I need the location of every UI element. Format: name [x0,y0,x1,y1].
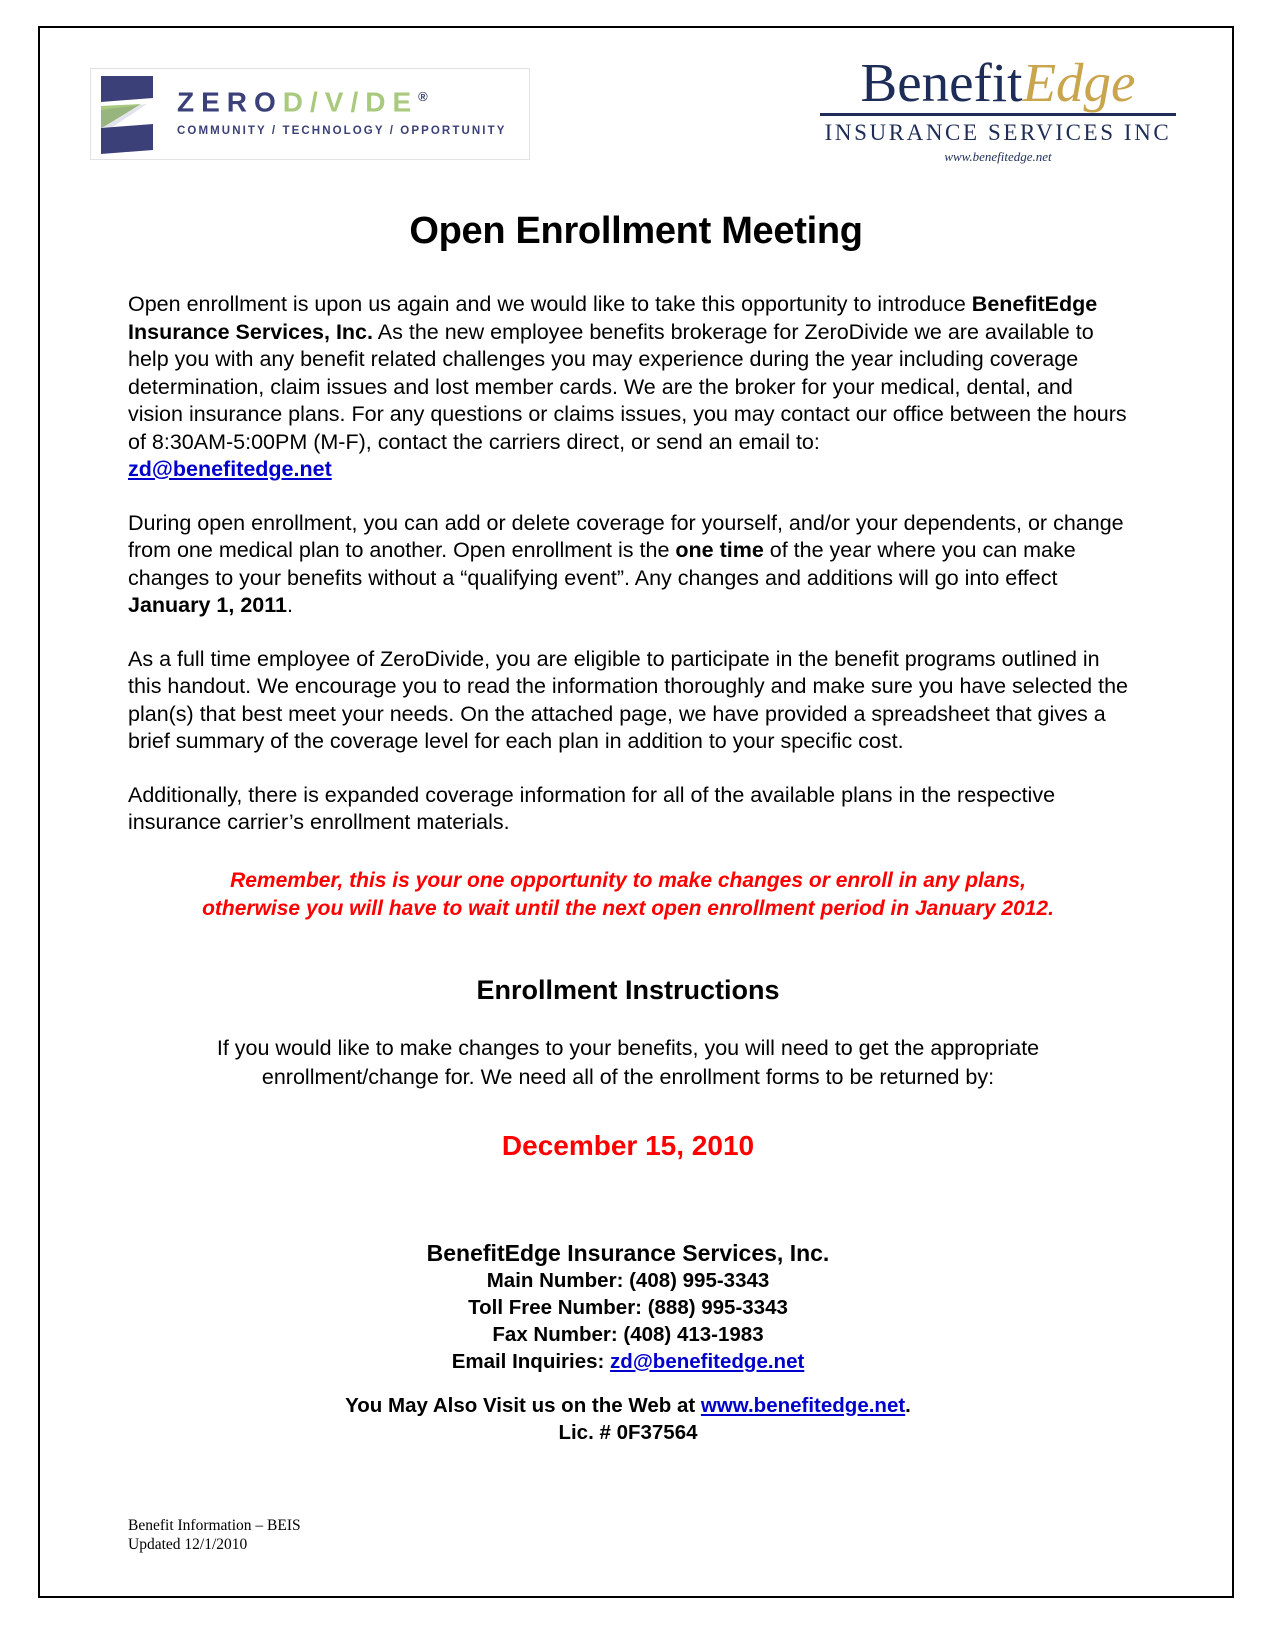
deadline-date: December 15, 2010 [501,1129,755,1161]
paragraph-open-enrollment-text-c: of the year where you can make changes to your benefits without a “qualifying event”. Any changes and additions will go into effect [128,538,1076,590]
benefitedge-wordmark [812,54,1184,112]
document-page [38,26,1234,1598]
document-header [40,28,1232,178]
paragraph-one-time-bold: one time [675,538,764,562]
warning-notice [128,867,1128,923]
benefitedge-word-edge: Edge [1022,52,1136,113]
footer-line-2: Updated 12/1/2010 [128,1536,248,1553]
contact-company-name: BenefitEdge Insurance Services, Inc. [426,1239,830,1266]
contact-spacer [128,1375,1128,1392]
contact-web-suffix: . [905,1393,911,1417]
logo-divider [820,113,1176,116]
contact-email-label: Email Inquiries: [451,1349,611,1373]
contact-license: Lic. # 0F37564 [558,1420,698,1444]
benefitedge-logo-url: www.benefitedge.net [944,149,1052,164]
zerodivide-word-zero: ZERO [177,86,283,118]
contact-web-row [128,1392,1128,1419]
instructions-line-1: If you would like to make changes to your benefits, you will need to get the appropriate [216,1035,1040,1060]
paragraph-effective-date-bold: January 1, 2011 [128,593,287,617]
paragraph-open-enrollment-text-a: During open enrollment, you can add or delete coverage for yourself, and/or your dependents, or change from one medical plan to another. Open enrollment is the [128,510,1124,562]
instructions-line-2: enrollment/change for. We need all of the enrollment forms to be returned by: [261,1064,995,1089]
paragraph-intro-text-a: Open enrollment is upon us again and we would like to take this opportunity to introduce [128,292,972,316]
page-title: Open Enrollment Meeting [409,210,863,252]
paragraph-intro-text-c: As the new employee benefits brokerage for ZeroDivide we are available to help you with any benefit related challenges you may experience during the year including coverage determination, claim issues and lost member cards. We are the broker for your medical, dental, and vision insurance plans. For any questions or claims issues, you may contact our office between the hours of 8:30AM-5:00PM (M-F), contact the carriers direct, or send an email to: [128,319,1127,454]
paragraph-intro-company-bold: BenefitEdge Insurance Services, Inc. [128,292,1098,344]
email-link-inline[interactable]: zd@benefitedge.net [128,457,332,481]
paragraph-eligibility: As a full time employee of ZeroDivide, you are eligible to participate in the benefit programs outlined in this handout. We encourage you to read the information thoroughly and make sure you have selected the plan(s) that best meet your needs. On the attached page, we have provided a spreadsheet that gives a brief summary of the coverage level for each plan in addition to your specific cost. [128,646,1128,753]
zerodivide-mark-icon [97,72,155,157]
paragraph-open-enrollment [128,510,1128,620]
instructions-text [128,1034,1128,1092]
paragraph-additional-coverage: Additionally, there is expanded coverage information for all of the available plans in the respective insurance carrier’s enrollment materials. [128,782,1056,834]
zerodivide-wordmark [177,81,506,118]
contact-block [128,1240,1128,1446]
benefitedge-logo [812,54,1184,165]
contact-main-number: Main Number: (408) 995-3343 [486,1268,770,1292]
warning-line-1: Remember, this is your one opportunity to make changes or enroll in any plans, [230,868,1026,892]
contact-fax-number: Fax Number: (408) 413-1983 [492,1322,764,1346]
footer-line-1: Benefit Information – BEIS [128,1517,301,1534]
document-body [128,291,1128,1446]
benefitedge-word-benefit: Benefit [860,52,1023,113]
contact-email-row [128,1348,1128,1375]
paragraph-intro [128,291,1128,484]
zerodivide-word-divide: D/V/DE [282,86,419,118]
contact-web-prefix: You May Also Visit us on the Web at [345,1393,701,1417]
zerodivide-tagline: COMMUNITY / TECHNOLOGY / OPPORTUNITY [177,125,507,138]
section-heading-enrollment-instructions: Enrollment Instructions [476,974,780,1005]
document-footer [128,1516,301,1554]
registered-trademark-icon: ® [418,89,428,104]
contact-email-link[interactable]: zd@benefitedge.net [610,1349,805,1373]
zerodivide-logo [90,68,530,160]
contact-toll-free-number: Toll Free Number: (888) 995-3343 [468,1295,788,1319]
benefitedge-subtitle: INSURANCE SERVICES INC [824,120,1172,145]
paragraph-open-enrollment-text-e: . [286,593,293,617]
warning-line-2: otherwise you will have to wait until the next open enrollment period in January 2012. [202,896,1054,920]
contact-website-link[interactable]: www.benefitedge.net [700,1393,906,1417]
